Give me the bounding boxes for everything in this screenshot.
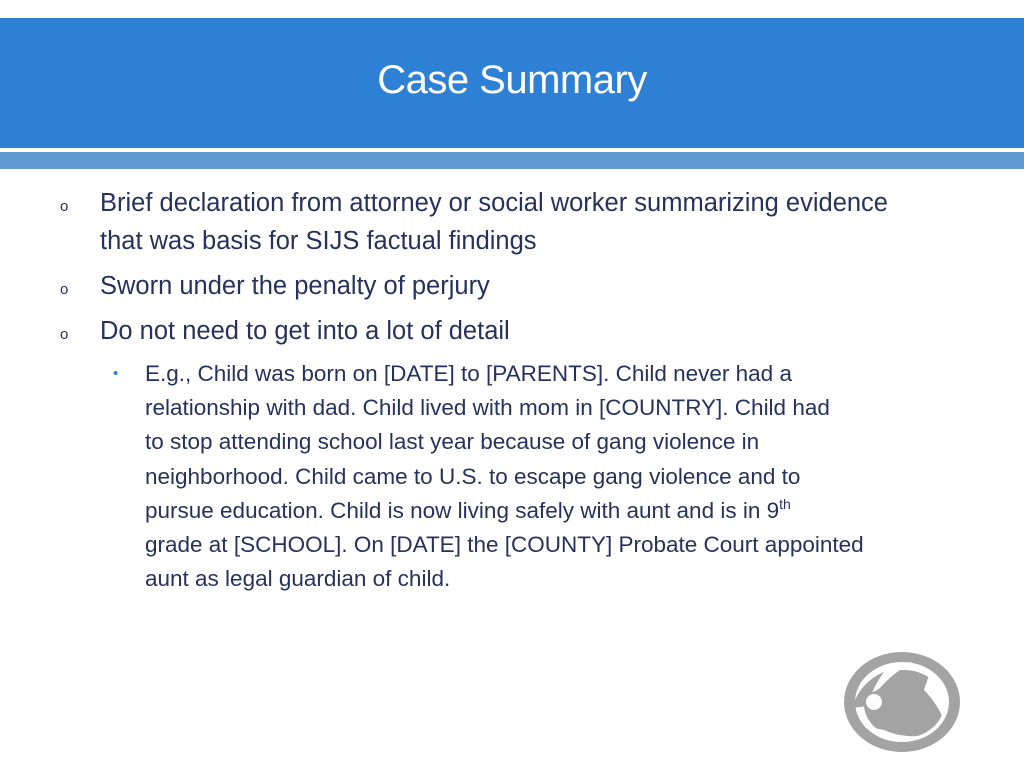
sub-bullet-item	[145, 357, 965, 596]
bullet-item: Sworn under the penalty of perjury	[100, 272, 490, 300]
sub-bullet-line: neighborhood. Child came to U.S. to escape gang violence and to	[145, 463, 801, 489]
sub-bullet-marker: •	[113, 365, 119, 382]
sub-bullet-line: grade at [SCHOOL]. On [DATE] the [COUNTY] Probate Court appointed	[145, 532, 864, 558]
sub-bullet-line: relationship with dad. Child lived with mom in [COUNTRY]. Child had	[145, 395, 830, 421]
sub-bullet-line: E.g., Child was born on [DATE] to [PARENTS]. Child never had a	[145, 361, 792, 386]
organization-logo	[840, 650, 964, 754]
bullet-marker: o	[60, 198, 69, 215]
slide-title: Case Summary	[377, 58, 647, 102]
sub-bullet-line: to stop attending school last year because of gang violence in	[145, 429, 760, 455]
sub-bullet-line: aunt as legal guardian of child.	[145, 566, 451, 592]
sub-bullet-line	[145, 494, 965, 528]
sub-bullet-text: pursue education. Child is now living safely with aunt and is in 9	[145, 497, 780, 523]
title-divider	[0, 152, 1024, 169]
ordinal-suffix: th	[779, 495, 791, 512]
bullet-marker: o	[60, 281, 69, 298]
bullet-marker: o	[60, 326, 69, 343]
logo-head	[866, 694, 882, 710]
bullet-item: Brief declaration from attorney or social worker summarizing evidence that was basis for SIJS factual findings	[100, 189, 888, 255]
bullet-item: Do not need to get into a lot of detail	[100, 317, 510, 345]
